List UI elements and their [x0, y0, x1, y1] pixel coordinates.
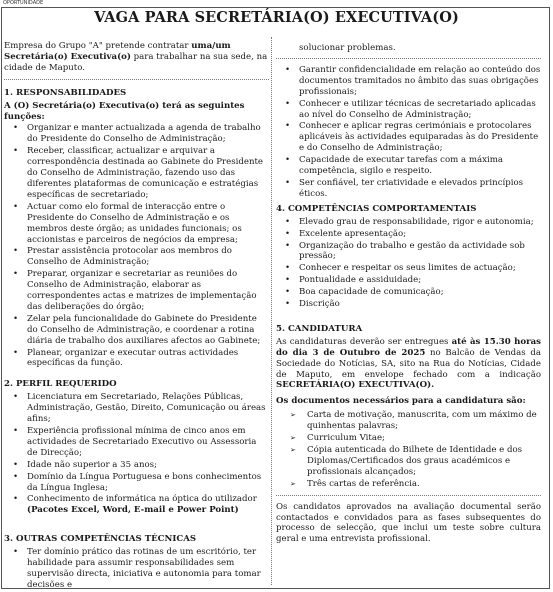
list-item: • Boa capacidade de comunicação;: [276, 287, 541, 298]
list-item: • Experiência profissional mínima de cinco anos em actividades de Secretariado Executivo ou Assessoria de Direcção;: [4, 426, 269, 459]
list-item: • Pontualidade e assiduidade;: [276, 275, 541, 286]
application-paragraph: [276, 337, 541, 392]
application-text-2: no Balcão de Vendas da Sociedade do Notícias, SA, sito na Rua do Notícias, Cidade de Maputo, em envelope fechado com a indicação: [276, 347, 542, 380]
list-item: ➢ Carta de motivação, manuscrita, com um máximo de quinhentas palavras;: [276, 410, 541, 432]
list-item-text: Conhecimento de informática na óptica do utilizador: [27, 494, 257, 505]
intro-bold: uma/um Secretária(o) Executiva(o): [4, 41, 231, 62]
list-item: • Excelente apresentação;: [276, 229, 541, 240]
list-item: ➢ Curriculum Vitae;: [276, 433, 541, 444]
list-item: • Receber, classificar, actualizar e arquivar a correspondência destinada ao Gabinete do Presidente do Conselho de Administração, fazendo uso das diferentes plataformas de comunicação e estratégias específicas de secretariado;: [4, 146, 269, 201]
section4-heading: 4. COMPETÊNCIAS COMPORTAMENTAIS: [276, 203, 477, 214]
technical-item-continuation: solucionar problemas.: [299, 43, 396, 53]
section3-heading: 3. OUTRAS COMPETÊNCIAS TÉCNICAS: [4, 534, 197, 545]
intro-post: para trabalhar na sua sede, na cidade de Maputo.: [4, 51, 268, 73]
list-item: ➢ Três cartas de referência.: [276, 479, 541, 490]
documents-list: [276, 410, 541, 489]
intro-paragraph: [4, 41, 269, 74]
advert-title: VAGA PARA SECRETÁRIA(O) EXECUTIVA(O): [94, 9, 459, 26]
intro-divider: [4, 79, 269, 80]
list-item-bold: (Pacotes Excel, Word, E-mail e Power Point): [27, 505, 239, 516]
list-item: • Idade não superior a 35 anos;: [4, 460, 269, 471]
list-item: • Ser confiável, ter criatividade e elevados princípios éticos.: [276, 178, 541, 200]
section2-heading: 2. PERFIL REQUERIDO: [4, 379, 117, 390]
list-item: ➢ Cópia autenticada do Bilhete de Identidade e dos Diplomas/Certificados dos graus académicos e profissionais alcançados;: [276, 445, 541, 478]
list-item: • Zelar pela funcionalidade do Gabinete do Presidente do Conselho de Administração, e coordenar a rotina diária de trabalho dos auxiliares afectos ao Gabinete;: [4, 314, 269, 347]
list-item: • Conhecer e aplicar regras cerimóniais e protocolares aplicáveis às actividades equiparadas às do Presidente e do Conselho de Administração;: [276, 121, 541, 154]
closing-divider: [276, 495, 541, 496]
application-deadline: até às 15.30 horas do dia 3 de Outubro de 2025: [276, 336, 542, 358]
list-item: • Conhecer e utilizar técnicas de secretariado aplicadas ao nível do Conselho de Administração;: [276, 99, 541, 121]
column-divider: [271, 37, 272, 585]
application-text-1: As candidaturas deverão ser entregues: [276, 336, 452, 347]
list-item: • Capacidade de executar tarefas com a máxima competência, sigilo e respeito.: [276, 155, 541, 177]
section5-heading: 5. CANDIDATURA: [276, 323, 363, 334]
behavioural-list: [276, 217, 541, 310]
left-column: [4, 41, 269, 592]
list-item: • Organizar e manter actualizada a agenda de trabalho do Presidente do Conselho de Administração;: [4, 123, 269, 145]
list-item: • Prestar assistência protocolar aos membros do Conselho de Administração;: [4, 246, 269, 268]
application-position: SECRETÁRIA(O) EXECUTIVA(O).: [276, 380, 435, 391]
list-item: • Domínio da Língua Portuguesa e bons conhecimentos da Língua Inglesa;: [4, 472, 269, 494]
intro-pre: Empresa do Grupo "A" pretende contratar: [4, 41, 192, 51]
profile-list: [4, 392, 269, 516]
technical-list: [276, 65, 541, 200]
list-item: • Conhecer e respeitar os seus limites de actuação;: [276, 263, 541, 274]
responsibilities-list: [4, 123, 269, 369]
list-item: • Discrição: [276, 299, 541, 310]
list-item: • Organização do trabalho e gestão da actividade sob pressão;: [276, 241, 541, 263]
list-item: • Planear, organizar e executar outras actividades específicas da função.: [4, 348, 269, 370]
list-item: • Actuar como elo formal de interacção entre o Presidente do Conselho de Administração e os membros deste órgão; as unidades funcionais; os accionistas e parceiros de negócios da empresa;: [4, 202, 269, 246]
section1-heading: 1. RESPONSABILIDADES: [4, 87, 127, 98]
list-item: • Licenciatura em Secretariado, Relações Públicas, Administração, Gestão, Direito, Comunicação ou áreas afins;: [4, 392, 269, 425]
closing-paragraph: Os candidatos aprovados na avaliação documental serão contactados e convidados para as fases subsequentes do processo de selecção, que inclui um teste sobre cultura geral e uma entrevista profissional.: [276, 501, 541, 545]
header-small-label: OPORTUNIDADE: [3, 0, 44, 6]
right-column: [276, 43, 541, 550]
list-item: • Elevado grau de responsabilidade, rigor e autonomia;: [276, 217, 541, 228]
technical-list-start: [4, 547, 269, 591]
top-divider: [276, 58, 541, 59]
documents-heading: Os documentos necessários para a candidatura são:: [276, 396, 526, 407]
list-item: • Ter domínio prático das rotinas de um escritório, ter habilidade para assumir responsabilidades sem supervisão directa, iniciativa e autonomia para tomar decisões e: [4, 547, 269, 591]
list-item: [4, 494, 269, 516]
list-item: • Garantir confidencialidade em relação ao conteúdo dos documentos tramitados no âmbito das suas obrigações profissionais;: [276, 65, 541, 98]
list-item: • Preparar, organizar e secretariar as reuniões do Conselho de Administração, elaborar as correspondentes actas e matrizes de implementação das deliberações do órgão;: [4, 269, 269, 313]
section1-subheading: A (O) Secretária(o) Executiva(o) terá as seguintes funções:: [4, 100, 245, 122]
